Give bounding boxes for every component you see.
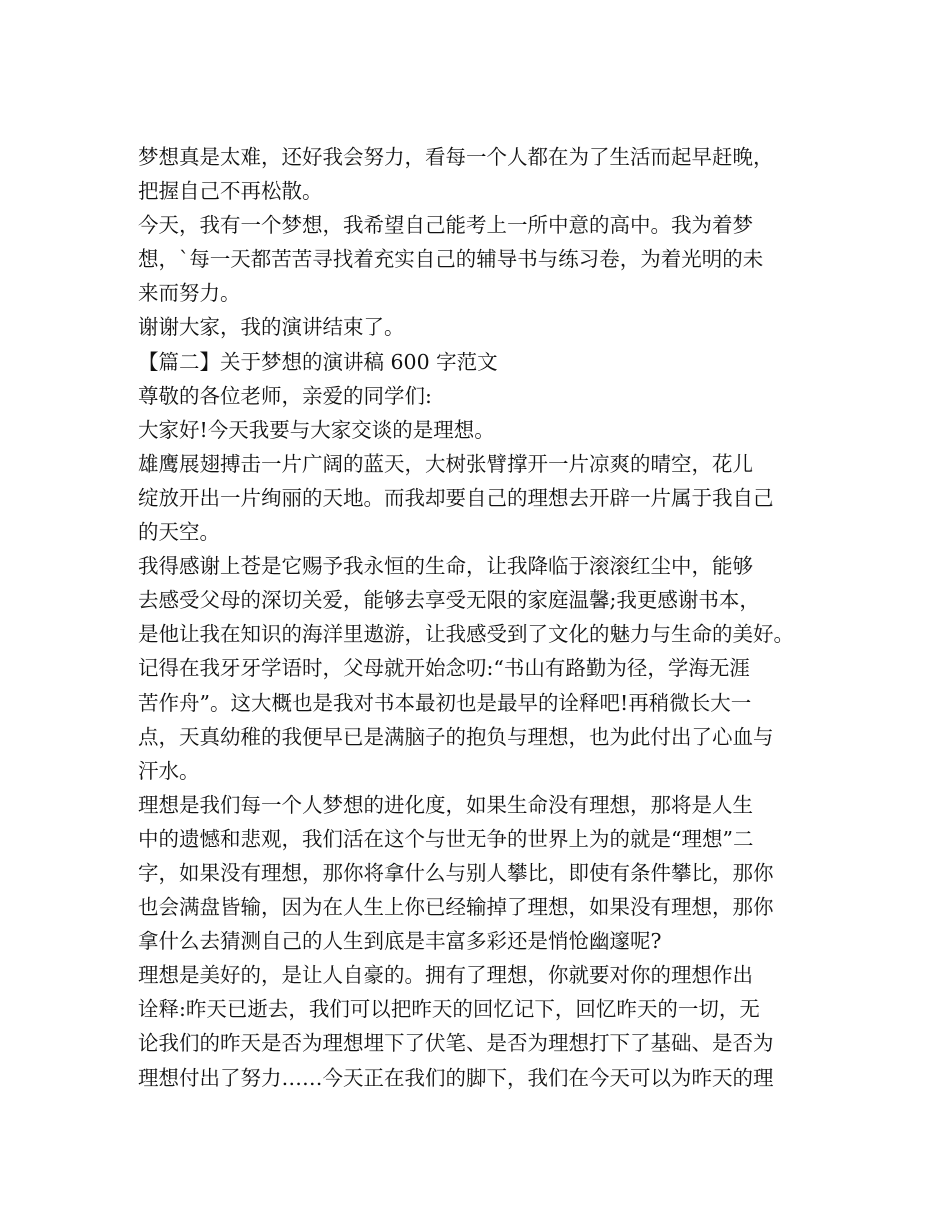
document-body bbox=[138, 140, 828, 1095]
text-line: 苦作舟”。这大概也是我对书本最初也是最早的诠释吧!再稍微长大一 bbox=[138, 690, 752, 715]
text-line: 点，天真幼稚的我便早已是满脑子的抱负与理想，也为此付出了心血与 bbox=[138, 724, 774, 749]
text-line: 理想是美好的，是让人自豪的。拥有了理想，你就要对你的理想作出 bbox=[138, 963, 753, 988]
text-line: 梦想真是太难，还好我会努力，看每一个人都在为了生活而起早赶晚， bbox=[138, 145, 774, 169]
text-line: 论我们的昨天是否为理想埋下了伏笔、是否为理想打下了基础、是否为 bbox=[138, 1031, 774, 1056]
text-line: 大家好!今天我要与大家交谈的是理想。 bbox=[138, 417, 495, 442]
text-line: 也会满盘皆输，因为在人生上你已经输掉了理想，如果没有理想，那你 bbox=[138, 895, 774, 920]
text-line: 中的遗憾和悲观，我们活在这个与世无争的世界上为的就是“理想”二 bbox=[138, 826, 754, 851]
text-line: 记得在我牙牙学语时，父母就开始念叨:“书山有路勤为径，学海无涯 bbox=[138, 656, 750, 681]
text-line: 【篇二】关于梦想的演讲稿 600 字范文 bbox=[138, 349, 498, 374]
text-line: 是他让我在知识的海洋里遨游，让我感受到了文化的魅力与生命的美好。 bbox=[138, 622, 794, 647]
text-line: 诠释:昨天已逝去，我们可以把昨天的回忆记下，回忆昨天的一切，无 bbox=[138, 997, 760, 1022]
text-line: 理想是我们每一个人梦想的进化度，如果生命没有理想，那将是人生 bbox=[138, 792, 753, 817]
text-line: 想，`每一天都苦苦寻找着充实自己的辅导书与练习卷，为着光明的未 bbox=[138, 247, 764, 272]
text-line: 汗水。 bbox=[138, 758, 200, 783]
text-line: 来而努力。 bbox=[138, 281, 241, 306]
text-line: 雄鹰展翅搏击一片广阔的蓝天，大树张臂撑开一片凉爽的晴空，花儿 bbox=[138, 451, 753, 476]
text-line: 谢谢大家，我的演讲结束了。 bbox=[138, 315, 405, 340]
text-line: 把握自己不再松散。 bbox=[138, 179, 323, 204]
text-line: 拿什么去猜测自己的人生到底是丰富多彩还是悄怆幽邃呢? bbox=[138, 929, 662, 954]
text-line: 今天，我有一个梦想，我希望自己能考上一所中意的高中。我为着梦 bbox=[138, 213, 753, 238]
text-line: 去感受父母的深切关爱，能够去享受无限的家庭温馨;我更感谢书本， bbox=[138, 588, 760, 613]
text-line: 的天空。 bbox=[138, 520, 220, 545]
text-line: 理想付出了努力……今天正在我们的脚下，我们在今天可以为昨天的理 bbox=[138, 1065, 774, 1090]
text-line: 我得感谢上苍是它赐予我永恒的生命，让我降临于滚滚红尘中，能够 bbox=[138, 554, 753, 579]
text-line: 尊敬的各位老师，亲爱的同学们: bbox=[138, 383, 432, 408]
text-line: 字，如果没有理想，那你将拿什么与别人攀比，即使有条件攀比，那你 bbox=[138, 860, 774, 885]
text-line: 绽放开出一片绚丽的天地。而我却要自己的理想去开辟一片属于我自己 bbox=[138, 485, 774, 510]
